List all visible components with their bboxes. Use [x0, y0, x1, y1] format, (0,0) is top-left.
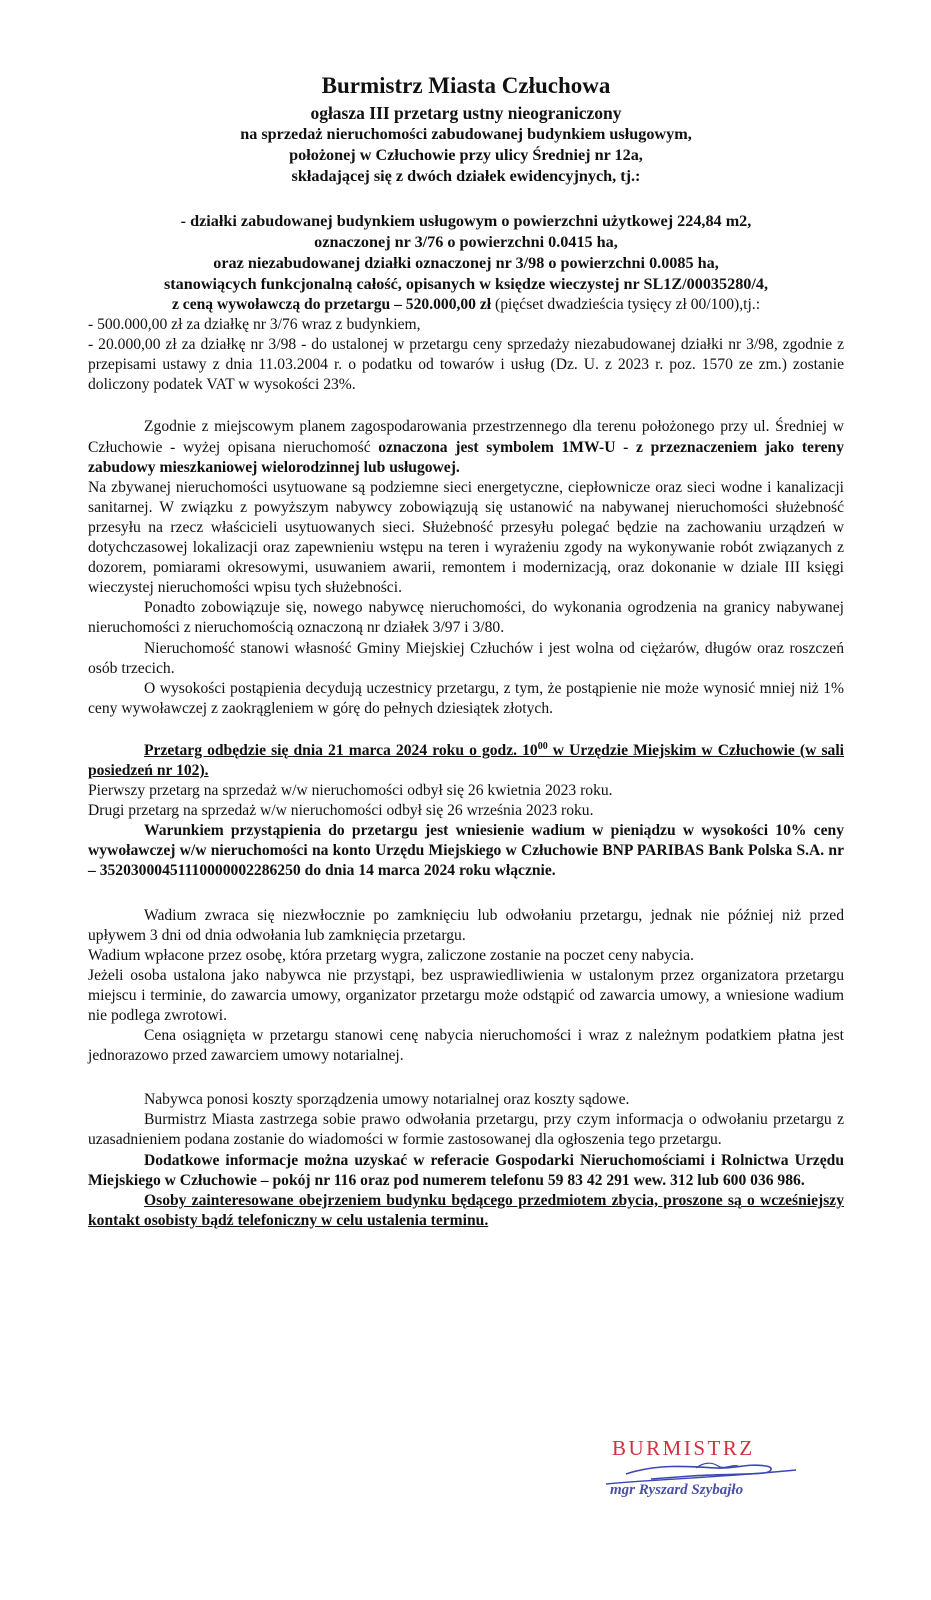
- header-line-1: na sprzedaż nieruchomości zabudowanej budynkiem usługowym,: [240, 125, 692, 143]
- spacer: [88, 1066, 844, 1090]
- viewing-paragraph: Osoby zainteresowane obejrzeniem budynku będącego przedmiotem zbycia, proszone są o wcześniejszy kontakt osobisty bądź telefoniczny w celu ustalenia terminu.: [88, 1191, 844, 1229]
- parcel-line-3: oraz niezabudowanej działki oznaczonej nr 3/98 o powierzchni 0.0085 ha,: [213, 254, 719, 272]
- utilities-paragraph: Na zbywanej nieruchomości usytuowane są podziemne sieci energetyczne, ciepłownicze oraz sieci wodne i kanalizacji sanitarnej. W związku z powyższym nabywcy zobowiązują się ustanowić na nabywanej nieruchomości służebność przesyłu na rzecz właścicieli usytuowanych sieci. Służebność przesyłu polegać będzie na zachowaniu urządzeń w dotychczasowej lokalizacji oraz zapewnieniu wstępu na teren i wyrażeniu zgody na wykonywanie robót związanych z dozorem, pomiarami okresowymi, usuwaniem awarii, remontem i modernizacją, oraz dokonanie w dziale III księgi wieczystej nieruchomości wpisu tych służebności.: [88, 478, 844, 597]
- fence-paragraph: Ponadto zobowiązuje się, nowego nabywcę nieruchomości, do wykonania ogrodzenia na granicy nabywanej nieruchomości z nieruchomością oznaczoną nr działek 3/97 i 3/80.: [88, 599, 844, 637]
- auction-place: w Urzędzie Miejskim w Człuchowie (w sali posiedzeń nr 102).: [88, 741, 844, 779]
- zoning-paragraph: [88, 417, 844, 477]
- price-line: [88, 295, 844, 315]
- signature-stamp: [596, 1436, 806, 1536]
- contact-paragraph: Dodatkowe informacje można uzyskać w referacie Gospodarki Nieruchomościami i Rolnictwa Urzędu Miejskiego w Człuchowie – pokój nr 116 oraz pod numerem telefonu 59 83 42 291 wew. 312 lub 600 036 986.: [88, 1151, 844, 1189]
- ownership-paragraph: Nieruchomość stanowi własność Gminy Miejskiej Człuchów i jest wolna od ciężarów, długów oraz roszczeń osób trzecich.: [88, 639, 844, 677]
- auction-time-minutes: 00: [537, 740, 548, 752]
- auction-date: Przetarg odbędzie się dnia 21 marca 2024 roku o godz. 10: [144, 741, 538, 759]
- second-auction-info: Drugi przetarg na sprzedaż w/w nieruchomości odbył się 26 września 2023 roku.: [88, 802, 594, 820]
- parcel-line-4: stanowiących funkcjonalną całość, opisanych w księdze wieczystej nr SL1Z/00035280/4,: [163, 275, 769, 293]
- deposit-return-paragraph: Wadium zwraca się niezwłocznie po zamknięciu lub odwołaniu przetargu, jednak nie później niż przed upływem 3 dni od dnia odwołania lub zamknięcia przetargu.: [88, 906, 844, 944]
- document-title: Burmistrz Miasta Człuchowa: [321, 73, 611, 98]
- parcel-line-2: oznaczonej nr 3/76 o powierzchni 0.0415 ha,: [314, 233, 618, 251]
- parcel-line-1: - działki zabudowanej budynkiem usługowym o powierzchni użytkowej 224,84 m2,: [180, 212, 752, 230]
- price-payment-paragraph: Cena osiągnięta w przetargu stanowi cenę nabycia nieruchomości i wraz z należnym podatkiem płatna jest jednorazowo przed zawarciem umowy notarialnej.: [88, 1027, 844, 1065]
- spacer: [88, 395, 844, 417]
- starting-price-words: (pięćset dwadzieścia tysięcy zł 00/100),tj.:: [491, 296, 761, 313]
- zoning-symbol: oznaczona jest symbolem 1MW-U - z przeznaczeniem jako tereny zabudowy mieszkaniowej wielorodzinnej lub usługowej.: [88, 438, 844, 476]
- auction-date-paragraph: [88, 741, 844, 781]
- deposit-paragraph: Warunkiem przystąpienia do przetargu jest wniesienie wadium w pieniądzu w wysokości 10% ceny wywoławczej w/w nieruchomości na konto Urzędu Miejskiego w Człuchowie BNP PARIBAS Bank Polska S.A. nr – 35203000451110000002286250 do dnia 14 marca 2024 roku włącznie.: [88, 822, 844, 880]
- header-line-2: położonej w Człuchowie przy ulicy Średniej nr 12a,: [289, 146, 643, 164]
- spacer: [88, 719, 844, 741]
- spacer: [88, 187, 844, 211]
- deposit-credit-paragraph: Wadium wpłacone przez osobę, która przetarg wygra, zaliczone zostanie na poczet ceny nabycia.: [88, 946, 694, 964]
- zoning-text: Zgodnie z miejscowym planem zagospodarowania przestrzennego dla terenu położonego przy ul. Średniej w Człuchowie - wyżej opisana nieruchomość: [88, 418, 844, 456]
- bid-increment-paragraph: O wysokości postąpienia decydują uczestnicy przetargu, z tym, że postąpienie nie może wynosić mniej niż 1% ceny wywoławczej z zaokrągleniem w górę do pełnych dziesiątek złotych.: [88, 679, 844, 717]
- cancellation-paragraph: Burmistrz Miasta zastrzega sobie prawo odwołania przetargu, przy czym informacja o odwołaniu przetargu z uzasadnieniem podana zostanie do wiadomości w formie zastosowanej dla ogłoszenia tego przetargu.: [88, 1111, 844, 1149]
- starting-price: z ceną wywoławczą do przetargu – 520.000,00 zł: [171, 296, 492, 313]
- price-item-2: - 20.000,00 zł za działkę nr 3/98 - do ustalonej w przetargu ceny sprzedaży niezabudowanej działki nr 3/98, zgodnie z przepisami ustawy z dnia 11.03.2004 r. o podatku od towarów i usług (Dz. U. z 2023 r. poz. 1570 ze zm.) zostanie doliczony podatek VAT w wysokości 23%.: [88, 336, 844, 394]
- stamp-name: mgr Ryszard Szybajło: [610, 1482, 744, 1498]
- deposit-forfeit-paragraph: Jeżeli osoba ustalona jako nabywca nie przystąpi, bez usprawiedliwienia w ustalonym przez organizatora przetargu miejscu i terminie, do zawarcia umowy, organizator przetargu może odstąpić od zawarcia umowy, a wniesione wadium nie podlega zwrotowi.: [88, 966, 844, 1024]
- header-line-3: składającej się z dwóch działek ewidencyjnych, tj.:: [291, 167, 641, 185]
- announcement-body: [88, 72, 844, 1231]
- price-item-1: - 500.000,00 zł za działkę nr 3/76 wraz z budynkiem,: [88, 316, 421, 334]
- costs-paragraph: Nabywca ponosi koszty sporządzenia umowy notarialnej oraz koszty sądowe.: [144, 1091, 630, 1109]
- spacer: [88, 882, 844, 906]
- first-auction-info: Pierwszy przetarg na sprzedaż w/w nieruchomości odbył się 26 kwietnia 2023 roku.: [88, 782, 613, 800]
- document-subtitle: ogłasza III przetarg ustny nieograniczony: [310, 103, 622, 123]
- stamp-title: BURMISTRZ: [612, 1436, 755, 1460]
